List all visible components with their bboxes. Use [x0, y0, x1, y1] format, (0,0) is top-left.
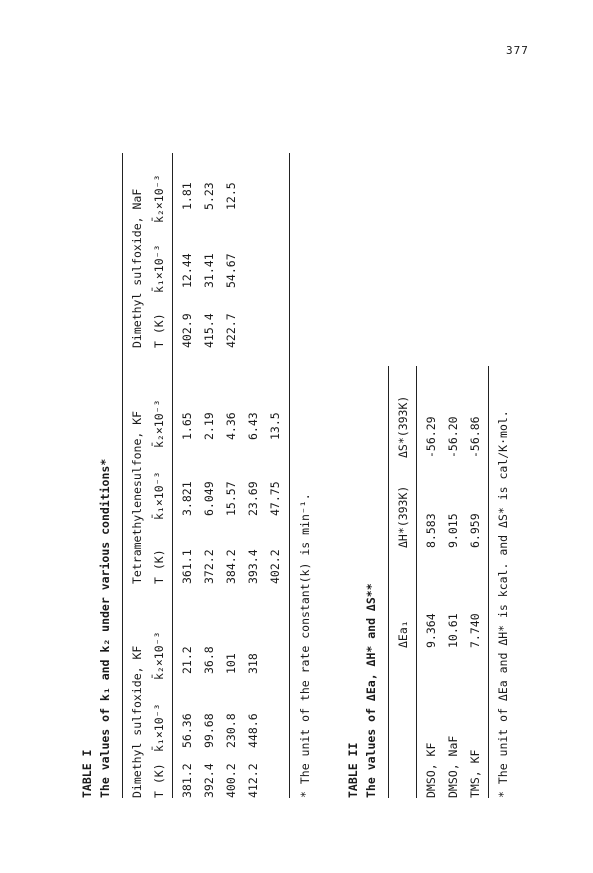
table-cell: 99.68 — [202, 713, 216, 748]
table-cell: 5.23 — [202, 182, 216, 210]
g1-col-k1: k̄₁×10⁻³ — [152, 703, 166, 752]
table-cell: DMSO, KF — [424, 742, 438, 798]
table1-footnote: * The unit of the rate constant(k) is min⁻¹. — [298, 493, 312, 798]
table-cell: DMSO, NaF — [446, 735, 460, 798]
table-cell: 318 — [246, 653, 260, 674]
table-cell: 8.583 — [424, 513, 438, 548]
table-cell: -56.20 — [446, 416, 460, 458]
table-cell: 1.81 — [180, 182, 194, 210]
table-cell: 402.9 — [180, 313, 194, 348]
g2-col-k1: k̄₁×10⁻³ — [152, 471, 166, 520]
table-cell: 21.2 — [180, 646, 194, 674]
table1-label: TABLE I — [80, 749, 94, 798]
table1-bottom-rule — [289, 153, 290, 798]
table-cell: 400.2 — [224, 763, 238, 798]
table2-bottom-rule — [488, 366, 489, 798]
table1-header-rule — [172, 153, 173, 798]
table-cell: 13.5 — [268, 412, 282, 440]
table-cell: 6.43 — [246, 412, 260, 440]
table-cell: 381.2 — [180, 763, 194, 798]
table-cell: 12.5 — [224, 182, 238, 210]
table2-top-rule — [388, 366, 389, 798]
g3-col-t: T (K) — [152, 313, 166, 348]
table-cell: 23.69 — [246, 481, 260, 516]
table2-label: TABLE II — [346, 742, 360, 798]
table-cell: 7.740 — [468, 613, 482, 648]
table-cell: -56.86 — [468, 416, 482, 458]
table-cell: 1.65 — [180, 412, 194, 440]
table2-header-rule — [416, 366, 417, 798]
table-cell: -56.29 — [424, 416, 438, 458]
table-cell: 392.4 — [202, 763, 216, 798]
table2-caption: The values of ΔEa, ΔH* and ΔS** — [364, 583, 378, 798]
table-cell: 31.41 — [202, 253, 216, 288]
table-cell: 15.57 — [224, 481, 238, 516]
table-cell: 422.7 — [224, 313, 238, 348]
group2-header: Tetramethylenesulfone, KF — [130, 410, 144, 584]
group3-header: Dimethyl sulfoxide, NaF — [130, 188, 144, 348]
table-cell: 4.36 — [224, 412, 238, 440]
table-cell: 9.015 — [446, 513, 460, 548]
page-number: 377 — [506, 44, 529, 57]
group1-header: Dimethyl sulfoxide, KF — [130, 645, 144, 798]
table1-top-rule — [122, 153, 123, 798]
table-cell: 402.2 — [268, 549, 282, 584]
rotated-content — [72, 98, 512, 798]
table-cell: 56.36 — [180, 713, 194, 748]
table-cell: 448.6 — [246, 713, 260, 748]
table-cell: 361.1 — [180, 549, 194, 584]
table-cell: 415.4 — [202, 313, 216, 348]
g2-col-t: T (K) — [152, 549, 166, 584]
table-cell: 101 — [224, 653, 238, 674]
table-cell: 393.4 — [246, 549, 260, 584]
table-cell: 54.67 — [224, 253, 238, 288]
table-cell: 47.75 — [268, 481, 282, 516]
table-cell: 6.049 — [202, 481, 216, 516]
table-cell: 36.8 — [202, 646, 216, 674]
table2-col-ea: ΔEa₁ — [396, 620, 410, 648]
table1-caption: The values of k₁ and k₂ under various conditions* — [98, 458, 112, 798]
table-cell: 230.8 — [224, 713, 238, 748]
table2-col-dh: ΔH*(393K) — [396, 485, 410, 548]
table-cell: 372.2 — [202, 549, 216, 584]
table-cell: 3.821 — [180, 481, 194, 516]
g1-col-k2: k̄₂×10⁻³ — [152, 631, 166, 680]
table-cell: 10.61 — [446, 613, 460, 648]
g1-col-t: T (K) — [152, 763, 166, 798]
g3-col-k1: k̄₁×10⁻³ — [152, 244, 166, 293]
table-cell: TMS, KF — [468, 749, 482, 798]
table-cell: 12.44 — [180, 253, 194, 288]
table-cell: 412.2 — [246, 763, 260, 798]
table2-col-ds: ΔS*(393K) — [396, 395, 410, 458]
table-cell: 2.19 — [202, 412, 216, 440]
g2-col-k2: k̄₂×10⁻³ — [152, 399, 166, 448]
table-cell: 9.364 — [424, 613, 438, 648]
table2-footnote: * The unit of ΔEa and ΔH* is kcal. and ΔS* is cal/K·mol. — [496, 410, 510, 798]
g3-col-k2: k̄₂×10⁻³ — [152, 174, 166, 223]
table-cell: 6.959 — [468, 513, 482, 548]
table-cell: 384.2 — [224, 549, 238, 584]
